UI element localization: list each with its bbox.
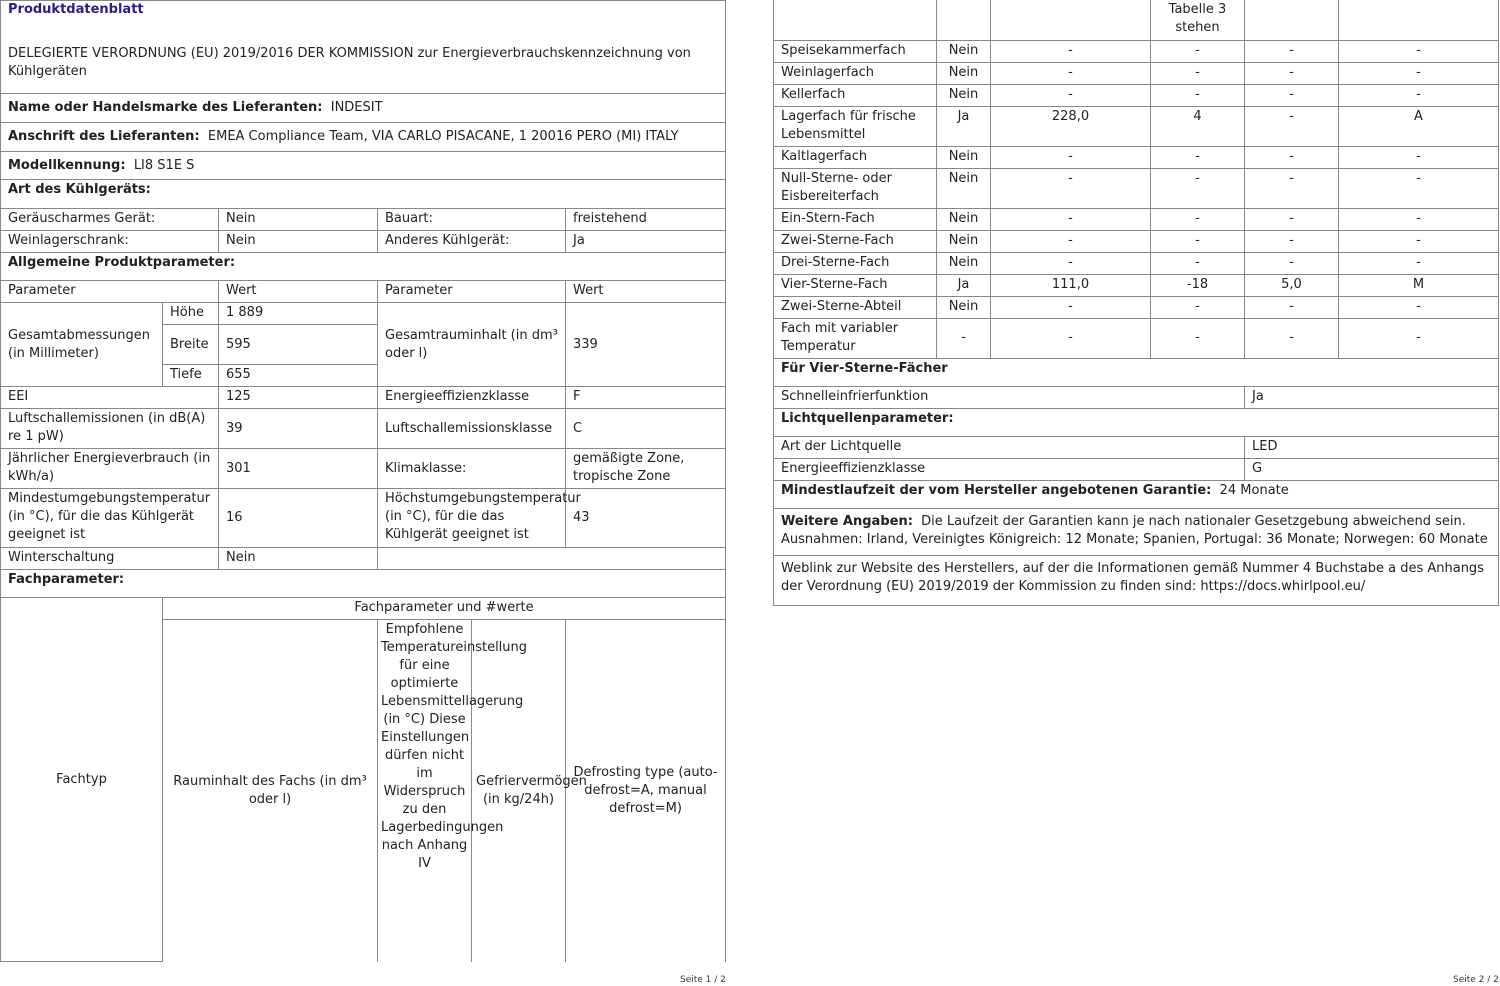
compartment-temperature: 4 bbox=[1151, 106, 1245, 146]
compartment-temperature: - bbox=[1151, 208, 1245, 230]
param-key: Luftschallemissionen (in dB(A) re 1 pW) bbox=[1, 409, 219, 449]
compartment-defrost-type: - bbox=[1339, 62, 1499, 84]
compartment-present: Ja bbox=[937, 106, 991, 146]
light-class-value: G bbox=[1245, 458, 1499, 480]
compartment-volume: 111,0 bbox=[991, 274, 1151, 296]
compartment-present: Nein bbox=[937, 296, 991, 318]
compartment-group-header: Fachparameter und #werte bbox=[163, 598, 726, 620]
winter-label: Winterschaltung bbox=[1, 548, 219, 570]
type-key: Geräuscharmes Gerät: bbox=[1, 209, 219, 231]
model-row bbox=[1, 152, 726, 180]
compartment-volume: - bbox=[991, 168, 1151, 208]
compartment-name: Zwei-Sterne-Abteil bbox=[774, 296, 937, 318]
datasheet-table-page-1 bbox=[0, 0, 726, 962]
compartment-freezing-capacity: - bbox=[1245, 230, 1339, 252]
param-value: 39 bbox=[219, 409, 378, 449]
page-1 bbox=[0, 0, 727, 986]
compartment-volume: - bbox=[991, 146, 1151, 168]
compartment-temperature: - bbox=[1151, 146, 1245, 168]
compartment-volume: - bbox=[991, 318, 1151, 358]
compartment-freezing-capacity: - bbox=[1245, 84, 1339, 106]
compartment-temperature: - bbox=[1151, 62, 1245, 84]
light-class-label: Energieeffizienzklasse bbox=[774, 458, 1245, 480]
compartment-freezing-capacity: - bbox=[1245, 208, 1339, 230]
more-info-value: Die Laufzeit der Garantien kann je nach nationaler Gesetzgebung abweichend sein. Ausnahmen: Irland, Vereinigtes Königreich: 12 Monate; Spanien, Portugal: 36 Monate; Norwegen: 60 Monate bbox=[781, 513, 1488, 547]
light-type-label: Art der Lichtquelle bbox=[774, 436, 1245, 458]
compartment-defrost-type: - bbox=[1339, 40, 1499, 62]
depth-label: Tiefe bbox=[163, 365, 219, 387]
light-source-heading: Lichtquellenparameter: bbox=[774, 408, 1499, 436]
compartment-present: Nein bbox=[937, 62, 991, 84]
regulation-text: DELEGIERTE VERORDNUNG (EU) 2019/2016 DER KOMMISSION zur Energieverbrauchskennzeichnung von Kühlgeräten bbox=[1, 39, 726, 94]
compartment-freezing-capacity: - bbox=[1245, 318, 1339, 358]
compartment-defrost-type: M bbox=[1339, 274, 1499, 296]
compartment-volume: - bbox=[991, 84, 1151, 106]
type-value: Ja bbox=[566, 231, 726, 253]
height-value: 1 889 bbox=[219, 303, 378, 325]
param-value: gemäßigte Zone, tropische Zone bbox=[566, 449, 726, 489]
compartment-defrost-type: - bbox=[1339, 168, 1499, 208]
more-info-label: Weitere Angaben: bbox=[781, 513, 913, 529]
page-2 bbox=[773, 0, 1500, 986]
col-volume: Rauminhalt des Fachs (in dm³ oder l) bbox=[163, 620, 378, 962]
param-value: 43 bbox=[566, 489, 726, 548]
empty-cell bbox=[378, 548, 726, 570]
continued-header: Tabelle 3 stehen bbox=[1151, 0, 1245, 40]
type-key: Bauart: bbox=[378, 209, 566, 231]
more-info-row bbox=[774, 508, 1499, 555]
compartment-present: Nein bbox=[937, 230, 991, 252]
warranty-value: 24 Monate bbox=[1219, 482, 1289, 498]
param-key: EEI bbox=[1, 387, 219, 409]
type-value: Nein bbox=[219, 231, 378, 253]
param-value: 16 bbox=[219, 489, 378, 548]
compartment-defrost-type: - bbox=[1339, 296, 1499, 318]
quick-freeze-value: Ja bbox=[1245, 386, 1499, 408]
compartment-freezing-capacity: - bbox=[1245, 296, 1339, 318]
compartment-defrost-type: - bbox=[1339, 318, 1499, 358]
page-footer: Seite 2 / 2 bbox=[1453, 975, 1499, 985]
supplier-name-label: Name oder Handelsmarke des Lieferanten: bbox=[8, 100, 323, 115]
compartment-freezing-capacity: - bbox=[1245, 62, 1339, 84]
compartment-row bbox=[774, 62, 1499, 84]
compartment-volume: - bbox=[991, 296, 1151, 318]
compartment-name: Speisekammerfach bbox=[774, 40, 937, 62]
compartments-body bbox=[774, 40, 1499, 358]
compartment-present: Nein bbox=[937, 40, 991, 62]
compartment-name: Ein-Stern-Fach bbox=[774, 208, 937, 230]
appliance-type-heading: Art des Kühlgeräts: bbox=[1, 180, 726, 209]
compartment-row bbox=[774, 168, 1499, 208]
light-type-value: LED bbox=[1245, 436, 1499, 458]
col-temperature: Empfohlene Temperatureinstellung für eine optimierte Lebensmittellagerung (in °C) Diese Einstellungen dürfen nicht im Widerspruch zu den Lagerbedingungen nach Anhang IV bbox=[378, 620, 472, 962]
param-key: Energieeffizienzklasse bbox=[378, 387, 566, 409]
compartment-defrost-type: - bbox=[1339, 146, 1499, 168]
compartment-defrost-type: - bbox=[1339, 208, 1499, 230]
compartment-present: Nein bbox=[937, 252, 991, 274]
empty-cell bbox=[1245, 0, 1339, 40]
supplier-name-value: INDESIT bbox=[330, 100, 383, 115]
compartment-name: Kellerfach bbox=[774, 84, 937, 106]
compartment-volume: - bbox=[991, 208, 1151, 230]
param-key: Klimaklasse: bbox=[378, 449, 566, 489]
col-compartment-type: Fachtyp bbox=[1, 598, 163, 962]
general-params-heading: Allgemeine Produktparameter: bbox=[1, 253, 726, 281]
compartment-present: Nein bbox=[937, 146, 991, 168]
model-value: LI8 S1E S bbox=[133, 157, 195, 173]
compartment-volume: - bbox=[991, 230, 1151, 252]
param-key: Mindestumgebungstemperatur (in °C), für die das Kühlgerät geeignet ist bbox=[1, 489, 219, 548]
compartment-row bbox=[774, 84, 1499, 106]
compartment-temperature: - bbox=[1151, 230, 1245, 252]
height-label: Höhe bbox=[163, 303, 219, 325]
compartment-freezing-capacity: - bbox=[1245, 40, 1339, 62]
param-key: Jährlicher Energieverbrauch (in kWh/a) bbox=[1, 449, 219, 489]
compartment-defrost-type: - bbox=[1339, 252, 1499, 274]
compartment-defrost-type: - bbox=[1339, 84, 1499, 106]
type-value: freistehend bbox=[566, 209, 726, 231]
compartment-present: Nein bbox=[937, 168, 991, 208]
supplier-address-label: Anschrift des Lieferanten: bbox=[8, 129, 200, 144]
empty-cell bbox=[774, 0, 937, 40]
compartment-temperature: - bbox=[1151, 84, 1245, 106]
compartment-row bbox=[774, 146, 1499, 168]
header-parameter: Parameter bbox=[1, 281, 219, 303]
compartment-name: Weinlagerfach bbox=[774, 62, 937, 84]
header-value: Wert bbox=[566, 281, 726, 303]
depth-value: 655 bbox=[219, 365, 378, 387]
supplier-address-value: EMEA Compliance Team, VIA CARLO PISACANE, 1 20016 PERO (MI) ITALY bbox=[207, 129, 679, 144]
col-defrost-type: Defrosting type (auto-defrost=A, manual defrost=M) bbox=[566, 620, 726, 962]
compartment-temperature: -18 bbox=[1151, 274, 1245, 296]
empty-cell bbox=[991, 0, 1151, 40]
compartment-temperature: - bbox=[1151, 252, 1245, 274]
compartment-freezing-capacity: - bbox=[1245, 146, 1339, 168]
compartment-temperature: - bbox=[1151, 168, 1245, 208]
supplier-address-row bbox=[1, 123, 726, 152]
param-key: Höchstumgebungstemperatur (in °C), für die das Kühlgerät geeignet ist bbox=[378, 489, 566, 548]
compartment-row bbox=[774, 252, 1499, 274]
compartment-freezing-capacity: - bbox=[1245, 106, 1339, 146]
compartment-row bbox=[774, 208, 1499, 230]
compartment-name: Null-Sterne- oder Eisbereiterfach bbox=[774, 168, 937, 208]
compartment-present: Nein bbox=[937, 208, 991, 230]
four-star-heading: Für Vier-Sterne-Fächer bbox=[774, 358, 1499, 386]
compartment-freezing-capacity: - bbox=[1245, 168, 1339, 208]
empty-cell bbox=[937, 0, 991, 40]
param-value: C bbox=[566, 409, 726, 449]
param-value: F bbox=[566, 387, 726, 409]
compartment-row bbox=[774, 296, 1499, 318]
compartment-temperature: - bbox=[1151, 296, 1245, 318]
param-value: 301 bbox=[219, 449, 378, 489]
compartment-name: Fach mit variabler Temperatur bbox=[774, 318, 937, 358]
width-value: 595 bbox=[219, 325, 378, 365]
winter-value: Nein bbox=[219, 548, 378, 570]
compartment-name: Kaltlagerfach bbox=[774, 146, 937, 168]
volume-label: Gesamtrauminhalt (in dm³ oder l) bbox=[378, 303, 566, 387]
compartment-name: Vier-Sterne-Fach bbox=[774, 274, 937, 296]
compartment-defrost-type: A bbox=[1339, 106, 1499, 146]
page-footer: Seite 1 / 2 bbox=[680, 975, 726, 985]
warranty-label: Mindestlaufzeit der vom Hersteller angebotenen Garantie: bbox=[781, 482, 1212, 498]
compartment-freezing-capacity: 5,0 bbox=[1245, 274, 1339, 296]
header-value: Wert bbox=[219, 281, 378, 303]
compartment-present: - bbox=[937, 318, 991, 358]
datasheet-table-page-2 bbox=[773, 0, 1499, 606]
compartment-volume: - bbox=[991, 62, 1151, 84]
compartment-temperature: - bbox=[1151, 40, 1245, 62]
compartment-name: Zwei-Sterne-Fach bbox=[774, 230, 937, 252]
compartment-params-heading: Fachparameter: bbox=[1, 570, 726, 598]
compartment-name: Drei-Sterne-Fach bbox=[774, 252, 937, 274]
empty-cell bbox=[1339, 0, 1499, 40]
supplier-name-row bbox=[1, 94, 726, 123]
compartment-volume: - bbox=[991, 40, 1151, 62]
width-label: Breite bbox=[163, 325, 219, 365]
quick-freeze-label: Schnelleinfrierfunktion bbox=[774, 386, 1245, 408]
warranty-row bbox=[774, 480, 1499, 508]
compartment-freezing-capacity: - bbox=[1245, 252, 1339, 274]
model-label: Modellkennung: bbox=[8, 157, 126, 173]
weblink-text: Weblink zur Website des Herstellers, auf der die Informationen gemäß Nummer 4 Buchstabe a des Anhangs der Verordnung (EU) 2019/2019 der Kommission zu finden sind: https://docs.whirlpool.eu/ bbox=[774, 555, 1499, 605]
compartment-row bbox=[774, 40, 1499, 62]
compartment-row bbox=[774, 230, 1499, 252]
dimensions-label: Gesamtabmessungen (in Millimeter) bbox=[1, 303, 163, 387]
col-freezing-capacity: Gefriervermögen (in kg/24h) bbox=[472, 620, 566, 962]
compartment-row bbox=[774, 274, 1499, 296]
type-key: Anderes Kühlgerät: bbox=[378, 231, 566, 253]
type-value: Nein bbox=[219, 209, 378, 231]
type-key: Weinlagerschrank: bbox=[1, 231, 219, 253]
compartment-volume: - bbox=[991, 252, 1151, 274]
compartment-defrost-type: - bbox=[1339, 230, 1499, 252]
compartment-name: Lagerfach für frische Lebensmittel bbox=[774, 106, 937, 146]
compartment-row bbox=[774, 318, 1499, 358]
compartment-volume: 228,0 bbox=[991, 106, 1151, 146]
compartment-present: Ja bbox=[937, 274, 991, 296]
param-value: 125 bbox=[219, 387, 378, 409]
header-parameter: Parameter bbox=[378, 281, 566, 303]
page-title: Produktdatenblatt bbox=[1, 1, 726, 39]
compartment-temperature: - bbox=[1151, 318, 1245, 358]
compartment-row bbox=[774, 106, 1499, 146]
compartment-present: Nein bbox=[937, 84, 991, 106]
param-key: Luftschallemissionsklasse bbox=[378, 409, 566, 449]
volume-value: 339 bbox=[566, 303, 726, 387]
